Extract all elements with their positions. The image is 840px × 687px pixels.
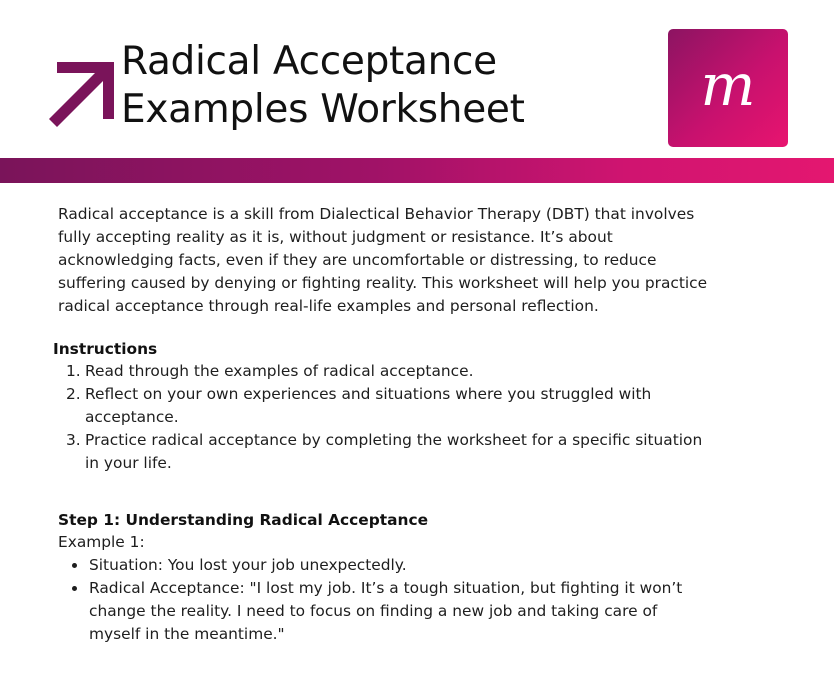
instruction-item [66, 429, 702, 475]
bullet-text: myself in the meantime." [89, 625, 285, 643]
list-item [72, 577, 682, 646]
intro-line: fully accepting reality as it is, without judgment or resistance. It’s about [58, 228, 613, 246]
bullet-text: Radical Acceptance: "I lost my job. It’s a tough situation, but fighting it won’t [89, 579, 683, 597]
instruction-text: in your life. [85, 454, 172, 472]
header-divider-band [0, 158, 834, 183]
intro-line: radical acceptance through real-life examples and personal reflection. [58, 297, 599, 315]
instruction-number: 2. [66, 385, 81, 403]
header [0, 0, 840, 158]
intro-line: acknowledging facts, even if they are uncomfortable or distressing, to reduce [58, 251, 657, 269]
instruction-text: Read through the examples of radical acceptance. [85, 362, 474, 380]
brand-logo-letter: m [700, 51, 756, 119]
instruction-item [66, 360, 702, 383]
arrow-up-right-icon [48, 62, 114, 128]
instruction-text: Practice radical acceptance by completing the worksheet for a specific situation [85, 431, 703, 449]
instructions-list [66, 360, 702, 475]
page-title [121, 38, 525, 134]
bullet-dot-icon [72, 586, 77, 591]
band-edge [834, 158, 840, 183]
brand-logo [668, 29, 788, 147]
bullet-dot-icon [72, 563, 77, 568]
instruction-text: Reflect on your own experiences and situations where you struggled with [85, 385, 652, 403]
instruction-text: acceptance. [85, 408, 179, 426]
page-title-line-2: Examples Worksheet [121, 87, 525, 132]
instruction-number: 1. [66, 362, 81, 380]
page-title-line-1: Radical Acceptance [121, 39, 497, 84]
list-item [72, 554, 682, 577]
step1-heading: Step 1: Understanding Radical Acceptance [58, 511, 429, 529]
bullet-text: change the reality. I need to focus on finding a new job and taking care of [89, 602, 658, 620]
bullet-text: Situation: You lost your job unexpectedly. [89, 556, 407, 574]
intro-paragraph [58, 203, 798, 318]
instruction-item [66, 383, 702, 429]
intro-line: Radical acceptance is a skill from Dialectical Behavior Therapy (DBT) that involves [58, 205, 695, 223]
example-bullet-list [72, 554, 682, 646]
intro-line: suffering caused by denying or fighting reality. This worksheet will help you practice [58, 274, 708, 292]
instruction-number: 3. [66, 431, 81, 449]
instructions-heading: Instructions [53, 340, 158, 358]
example-label: Example 1: [58, 533, 145, 551]
